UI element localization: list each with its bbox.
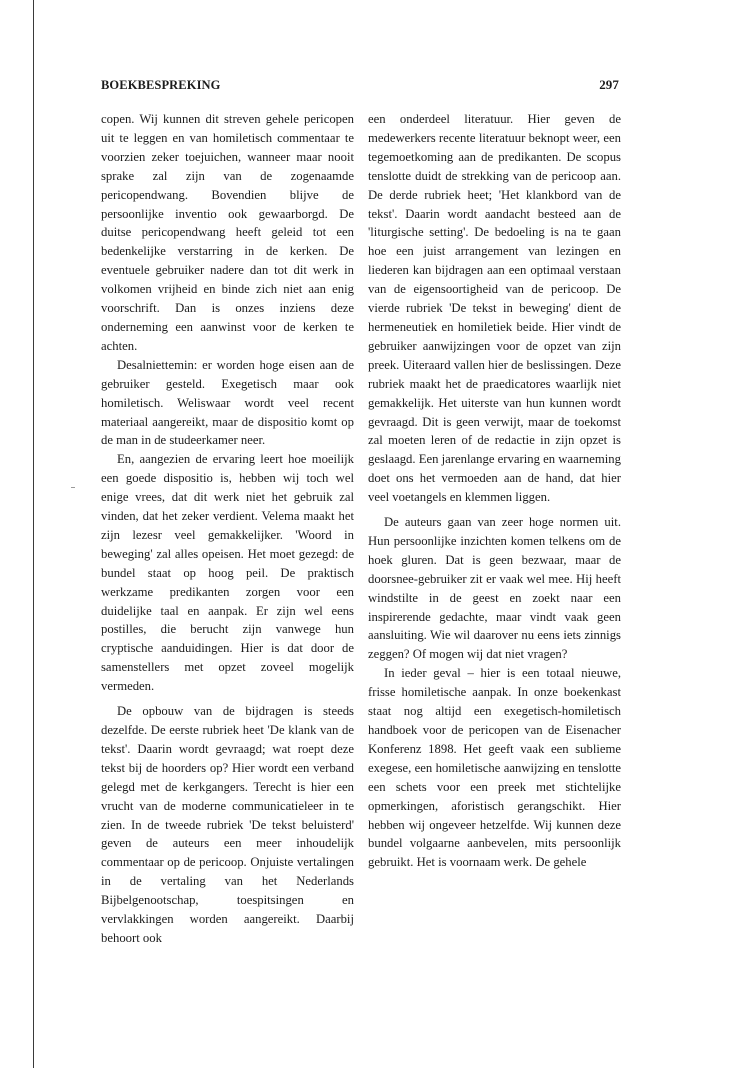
paragraph: Desalniettemin: er worden hoge eisen aan de gebruiker gesteld. Exegetisch maar ook homiletisch. Weliswaar wordt veel recent materiaal aangereikt, maar de dispositio komt op de man in de studeerkamer neer. — [101, 357, 354, 448]
page-number: 297 — [599, 77, 619, 92]
page-edge-line — [33, 0, 34, 1068]
running-header — [101, 77, 619, 93]
paragraph: copen. Wij kunnen dit streven gehele pericopen uit te leggen en van homiletisch commentaar te voorzien zeker toejuichen, wanneer maar nooit sprake zal zijn van de zogenaamde pericopendwang. Bovendien blijve de persoonlijke inventio ook gewaarborgd. De duitse pericopendwang heeft geleid tot een bedenkelijke verstarring in de kerken. De eventuele gebruiker nadere dan tot dit werk in volkomen vrijheid en binde zich niet aan enig voorschrift. Dan is onzes inziens deze onderneming een aanwinst voor de kerken te achten. — [101, 112, 354, 353]
paragraph: De auteurs gaan van zeer hoge normen uit. Hun persoonlijke inzichten komen telkens om de hoek gluren. Dat is geen bezwaar, maar de doorsnee-gebruiker zit er vaak wel mee. Hij heeft windstilte in de geest en zoekt naar een inspirerende gedachte, maar vindt vaak geen aansluiting. Wie wil daarover nu eens iets zinnigs zeggen? Of mogen wij dat niet vragen? — [368, 515, 621, 662]
paragraph: En, aangezien de ervaring leert hoe moeilijk een goede dispositio is, hebben wij toch wel enige vrees, dat dit werk niet het gebruik zal vinden, dat het zeker verdient. Velema maakt het zijn lezesr veel gemakkelijker. 'Woord in beweging' zal alles opeisen. Het moet gezegd: de bundel staat op hoog peil. De praktisch werkzame predikanten zorgen voor een duidelijke taal en aanpak. Er zijn wel eens postilles, die berucht zijn vanwege hun cryptische aanduidingen. Hier is dat door de samenstellers met opzet zoveel mogelijk vermeden. — [101, 452, 354, 694]
paragraph: een onderdeel literatuur. Hier geven de medewerkers recente literatuur beknopt weer, een tegemoetkoming aan de predikanten. De scopus tenslotte duidt de strekking van de pericoop aan. De derde rubriek heet; 'Het klankbord van de tekst'. Daarin wordt aandacht besteed aan de 'liturgische setting'. De bedoeling is na te gaan hoe een juist arrangement van lezingen en liederen kan bijdragen aan een optimaal verstaan van de eigensoortigheid van de pericoop. De vierde rubriek 'De tekst in beweging' dient de hermeneutiek en homiletiek beide. Hier vindt de gebruiker aanwijzingen voor de opzet van zijn preek. Uiteraard vallen hier de beslissingen. Deze rubriek maakt het de praedicatores waarlijk niet gemakkelijk. Het uiterste van hun kunnen wordt gevraagd. Dit is geen verwijt, maar de toekomst zal moeten leren of de redactie in zijn opzet is geslaagd. Een jarenlange ervaring en waarneming doet ons het vermoeden aan de hand, dat hier veel voetangels en klemmen liggen. — [368, 112, 621, 505]
paragraph: In ieder geval – hier is een totaal nieuwe, frisse homiletische aanpak. In onze boekenkast staat nog altijd een exegetisch-homiletisch handboek voor de pericopen van de Eisenacher Konferenz 1898. Het geeft vaak een sublieme exegese, een homiletische aanwijzing en tenslotte een schets voor een preek met stichtelijke opmerkingen, aforistisch gerangschikt. Hier hebben wij ongeveer hetzelfde. Wij kunnen deze bundel volgaarne aanbevelen, mits persoonlijk gebruikt. Het is voornaam werk. De gehele — [368, 666, 621, 870]
right-column — [368, 110, 621, 872]
running-title: BOEKBESPREKING — [101, 78, 221, 92]
paragraph: De opbouw van de bijdragen is steeds dezelfde. De eerste rubriek heet 'De klank van de tekst'. Daarin wordt gevraagd; wat roept deze tekst bij de hoorders op? Hier wordt een verband gelegd met de kerkgangers. Terecht is hier een vrucht van de moderne communicatieleer in te zien. In de tweede rubriek 'De tekst beluisterd' geven de auteurs een meer inhoudelijk commentaar op de pericoop. Onjuiste vertalingen in de vertaling van het Nederlands Bijbelgenootschap, toespitsingen en vervlakkingen worden aangereikt. Daarbij behoort ook — [101, 704, 354, 945]
margin-mark — [71, 487, 75, 488]
left-column — [101, 110, 354, 948]
